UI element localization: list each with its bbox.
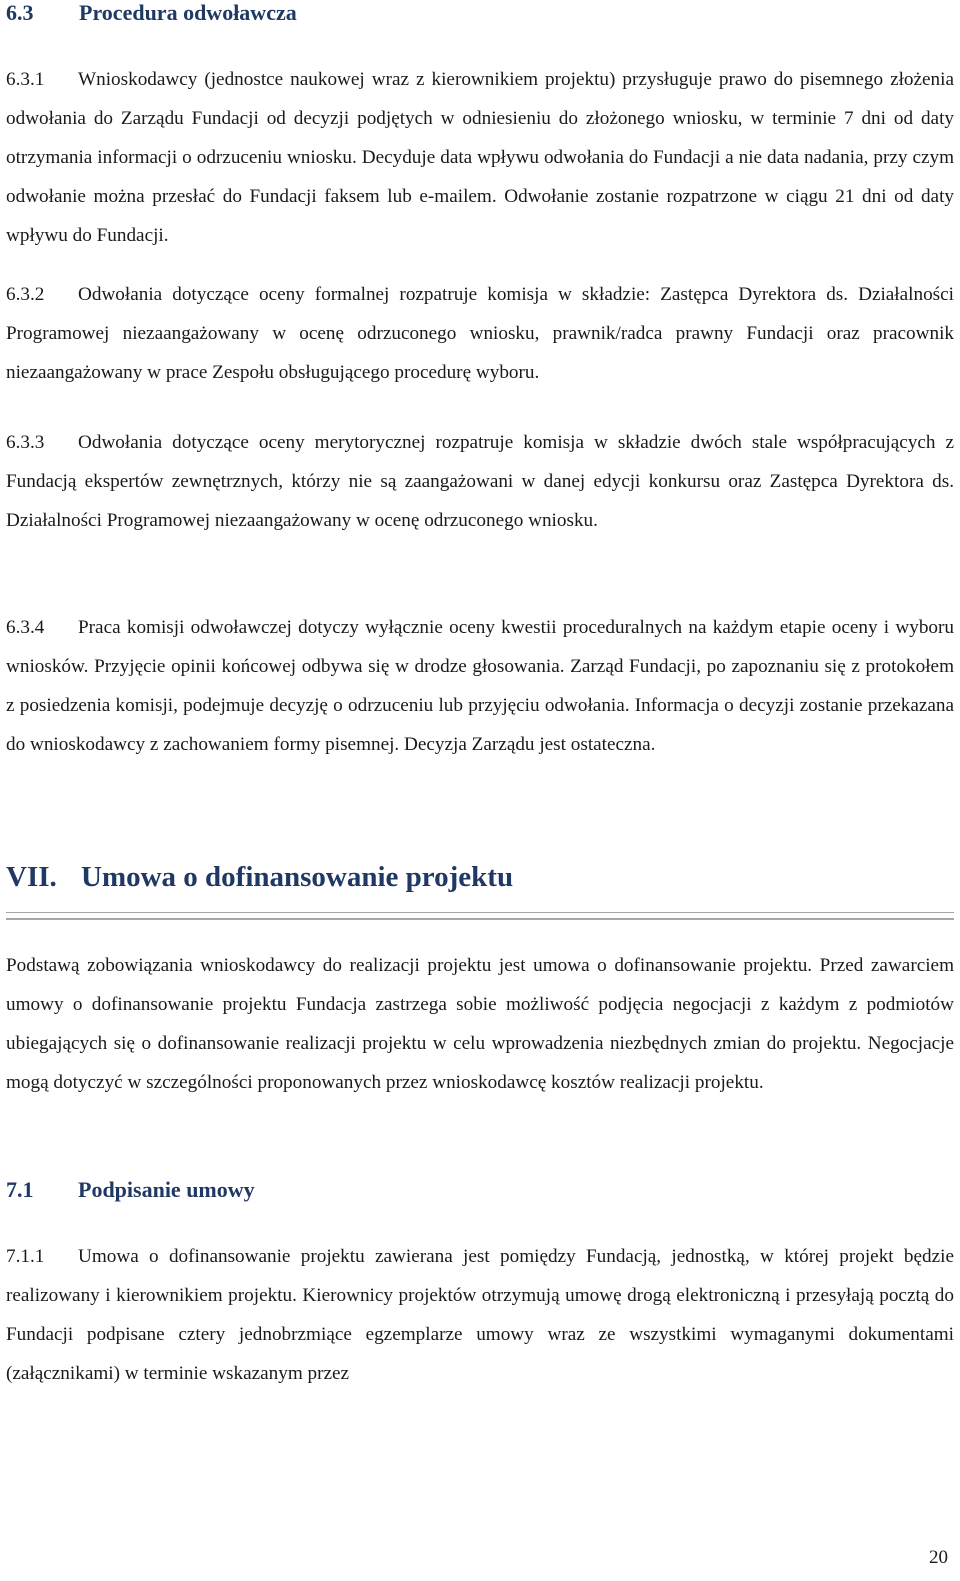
chapter-VII-intro-paragraph [6,946,954,1102]
paragraph-6-3-1 [6,60,954,255]
chapter-heading-VII [6,857,513,897]
section-title: Procedura odwoławcza [79,0,297,25]
page-number: 20 [929,1547,948,1568]
section-heading-6-3 [6,0,297,26]
chapter-underline-rule [6,912,954,920]
paragraph-6-3-4 [6,608,954,764]
section-title: Podpisanie umowy [78,1177,255,1202]
paragraph-number: 6.3.2 [6,284,45,305]
chapter-title: Umowa o dofinansowanie projektu [81,861,514,893]
paragraph-text: Podstawą zobowiązania wnioskodawcy do realizacji projektu jest umowa o dofinansowanie projektu. Przed zawarciem umowy o dofinansowanie projektu Fundacja zastrzega sobie możliwość podjęcia negocjacji z każdym z podmiotów ubiegających się o dofinansowanie realizacji projektu w celu wprowadzenia niezbędnych zmian do projektu. Negocjacje mogą dotyczyć w szczególności proponowanych przez wnioskodawcę kosztów realizacji projektu. [6,955,954,1094]
paragraph-text: Wnioskodawcy (jednostce naukowej wraz z kierownikiem projektu) przysługuje prawo do pisemnego złożenia odwołania do Zarządu Fundacji od decyzji podjętych w odniesieniu do złożonego wniosku, w terminie 7 dni od daty otrzymania informacji o odrzuceniu wniosku. Decyduje data wpływu odwołania do Fundacji a nie data nadania, przy czym odwołanie można przesłać do Fundacji faksem lub e-mailem. Odwołanie zostanie rozpatrzone w ciągu 21 dni od daty wpływu do Fundacji. [6,69,954,247]
paragraph-text: Umowa o dofinansowanie projektu zawierana jest pomiędzy Fundacją, jednostką, w której projekt będzie realizowany i kierownikiem projektu. Kierownicy projektów otrzymują umowę drogą elektroniczną i przesyłają pocztą do Fundacji podpisane cztery jednobrzmiące egzemplarze umowy wraz ze wszystkimi wymaganymi dokumentami (załącznikami) w terminie wskazanym przez [6,1246,954,1385]
paragraph-6-3-3 [6,423,954,540]
paragraph-number: 6.3.3 [6,432,45,453]
paragraph-7-1-1 [6,1237,954,1393]
chapter-number: VII. [6,861,57,893]
paragraph-number: 6.3.4 [6,617,45,638]
paragraph-text: Odwołania dotyczące oceny merytorycznej rozpatruje komisja w składzie dwóch stale współpracujących z Fundacją ekspertów zewnętrznych, którzy nie są zaangażowani w danej edycji konkursu oraz Zastępca Dyrektora ds. Działalności Programowej niezaangażowany w ocenę odrzuconego wniosku. [6,432,954,532]
paragraph-6-3-2 [6,275,954,392]
paragraph-text: Praca komisji odwoławczej dotyczy wyłącznie oceny kwestii proceduralnych na każdym etapie oceny i wyboru wniosków. Przyjęcie opinii końcowej odbywa się w drodze głosowania. Zarząd Fundacji, po zapoznaniu się z protokołem z posiedzenia komisji, podejmuje decyzję o odrzuceniu lub przyjęciu odwołania. Informacja o decyzji zostanie przekazana do wnioskodawcy z zachowaniem formy pisemnej. Decyzja Zarządu jest ostateczna. [6,617,954,756]
paragraph-number: 6.3.1 [6,69,45,90]
section-number: 6.3 [6,0,34,25]
paragraph-text: Odwołania dotyczące oceny formalnej rozpatruje komisja w składzie: Zastępca Dyrektora ds. Działalności Programowej niezaangażowany w ocenę odrzuconego wniosku, prawnik/radca prawny Fundacji oraz pracownik niezaangażowany w prace Zespołu obsługującego procedurę wyboru. [6,284,954,384]
section-heading-7-1 [6,1175,255,1205]
section-number: 7.1 [6,1177,34,1202]
paragraph-number: 7.1.1 [6,1246,45,1267]
